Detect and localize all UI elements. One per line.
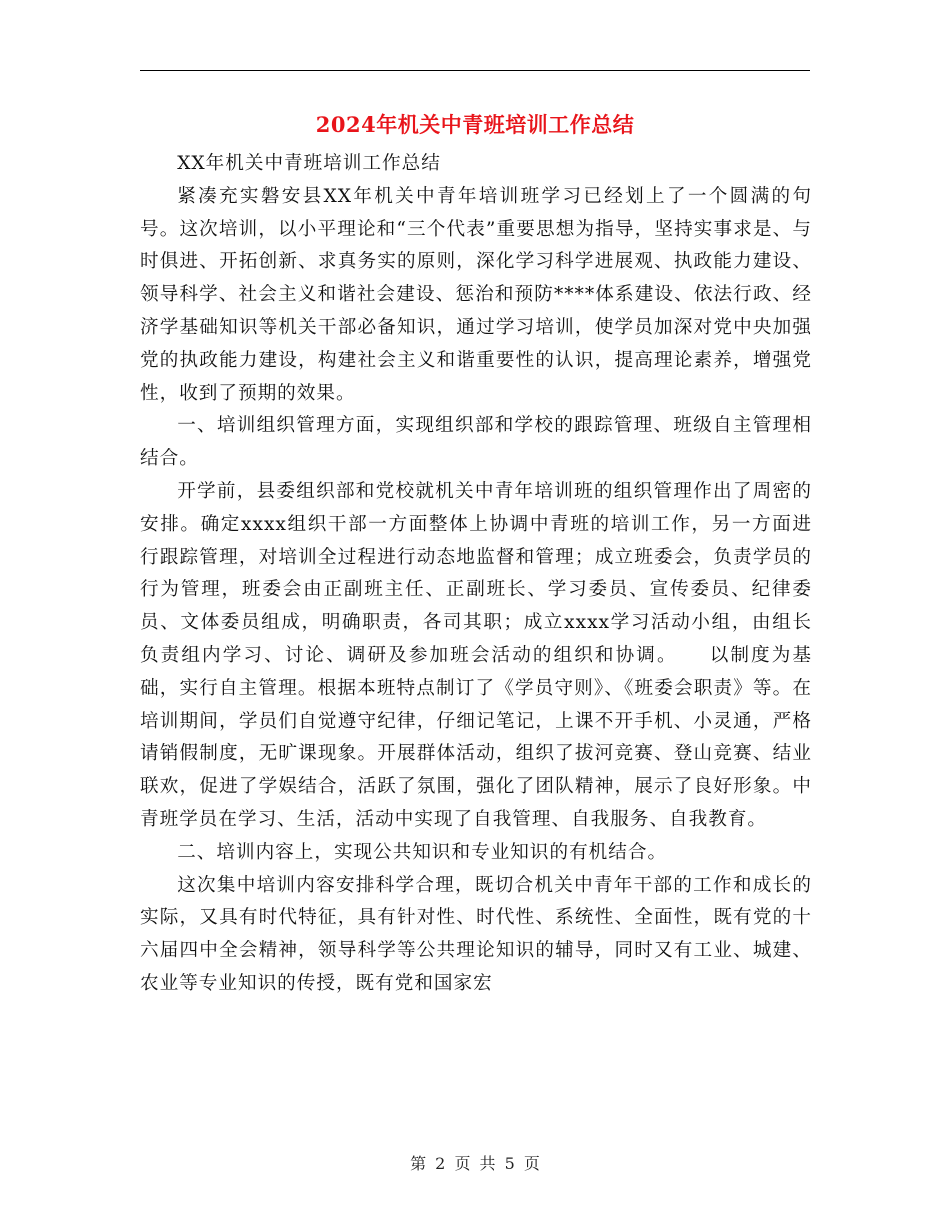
section-heading-organization: 一、培训组织管理方面，实现组织部和学校的跟踪管理、班级自主管理相结合。 [140, 415, 812, 470]
document-body [140, 148, 812, 1001]
body-paragraph-intro: 紧凑充实磐安县XX年机关中青年培训班学习已经划上了一个圆满的句号。这次培训，以小平理论和“三个代表”重要思想为指导，坚持实事求是、与时俱进、开拓创新、求真务实的原则，深化学习科学进展观、执政能力建设、领导科学、社会主义和谐社会建设、惩治和预防****体系建设、依法行政、经济学基础知识等机关干部必备知识，通过学习培训，使学员加深对党中央加强党的执政能力建设，构建社会主义和谐重要性的认识，提高理论素养，增强党性，收到了预期的效果。 [140, 185, 812, 404]
body-paragraph-heading: XX年机关中青班培训工作总结 [177, 153, 441, 174]
body-paragraph-organization: 开学前，县委组织部和党校就机关中青年培训班的组织管理作出了周密的安排。确定xxxx组织干部一方面整体上协调中青班的培训工作，另一方面进行跟踪管理，对培训全过程进行动态地监督和管理；成立班委会，负责学员的行为管理，班委会由正副班主任、正副班长、学习委员、宣传委员、纪律委员、文体委员组成，明确职责，各司其职；成立xxxx学习活动小组，由组长负责组内学习、讨论、调研及参加班会活动的组织和协调。 以制度为基础，实行自主管理。根据本班特点制订了《学员守则》、《班委会职责》等。在培训期间，学员们自觉遵守纪律，仔细记笔记，上课不开手机、小灵通，严格请销假制度，无旷课现象。开展群体活动，组织了拔河竞赛、登山竞赛、结业联欢，促进了学娱结合，活跃了氛围，强化了团队精神，展示了良好形象。中青班学员在学习、生活，活动中实现了自我管理、自我服务、自我教育。 [140, 480, 812, 830]
header-rule [140, 70, 810, 71]
section-heading-content: 二、培训内容上，实现公共知识和专业知识的有机结合。 [177, 841, 668, 863]
page-number-footer: 第 2 页 共 5 页 [410, 1154, 540, 1173]
document-title: 2024年机关中青班培训工作总结 [315, 112, 635, 137]
body-paragraph-content: 这次集中培训内容安排科学合理，既切合机关中青年干部的工作和成长的实际，又具有时代特征，具有针对性、时代性、系统性、全面性，既有党的十六届四中全会精神，领导科学等公共理论知识的辅导，同时又有工业、城建、农业等专业知识的传授，既有党和国家宏 [140, 874, 812, 994]
